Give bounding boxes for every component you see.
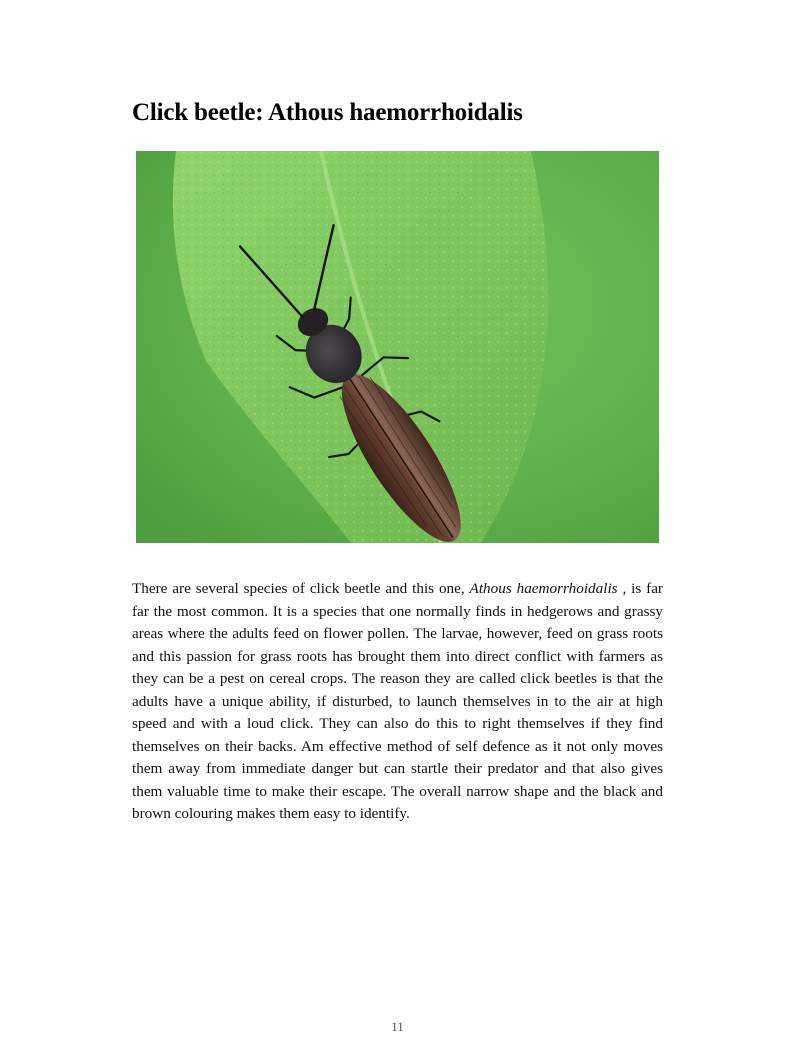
page-number: 11 — [391, 1019, 404, 1034]
page-title: Click beetle: Athous haemorrhoidalis — [132, 99, 523, 126]
body-paragraph — [132, 578, 663, 826]
body-text-intro: There are several species of click beetle and this one, — [132, 580, 470, 597]
body-text-main: , is far far the most common. It is a species that one normally finds in hedgerows and grassy areas where the adults feed on flower pollen. The larvae, however, feed on grass roots and this passion for grass roots has brought them into direct conflict with farmers as they can be a pest on cereal crops. The reason they are called click beetles is that the adults have a unique ability, if disturbed, to launch themselves in to the air at high speed and with a loud click. They can also do this to right themselves if they find themselves on their backs. Am effective method of self defence as it not only moves them away from immediate danger but can startle their predator and that also gives them valuable time to make their escape. The overall narrow shape and the black and brown colouring makes them easy to identify. — [132, 580, 663, 822]
species-name: Athous haemorrhoidalis — [469, 580, 618, 597]
beetle-photo — [136, 151, 659, 543]
